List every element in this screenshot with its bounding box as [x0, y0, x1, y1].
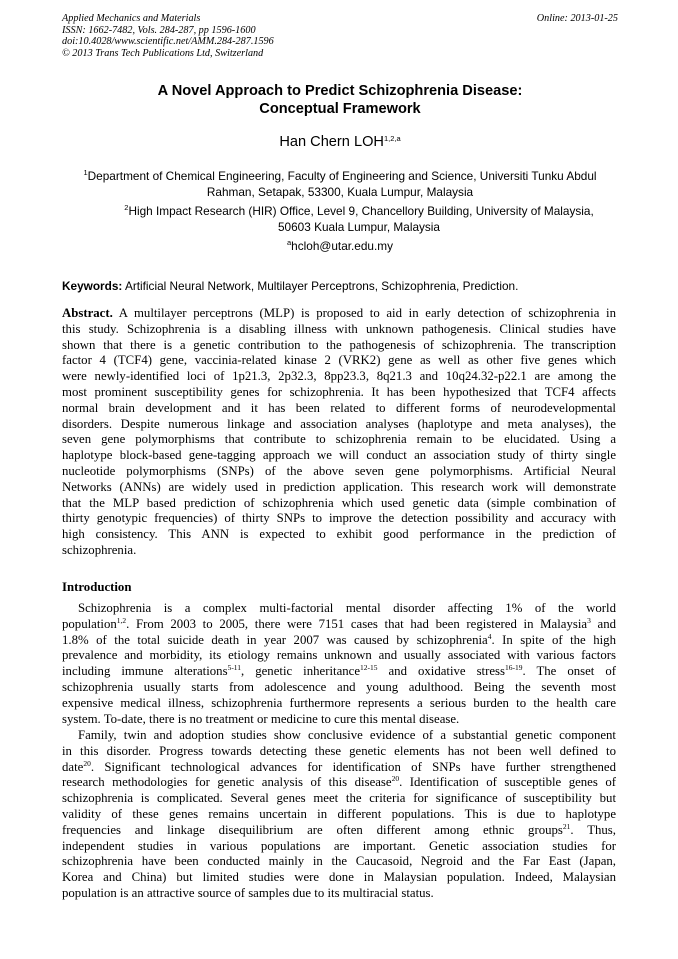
- paragraph-line: population$^{1,2}$. From 2003 to 2005, there were 7151 cases that had been registered in Malaysia$^3$ and: [62, 615, 616, 631]
- abstract-line: nucleotide polymorphisms (SNPs) of the above seven gene polymorphisms. Artificial Neural: [62, 463, 616, 478]
- affiliation-2-line-2: 50603 Kuala Lumpur, Malaysia: [278, 220, 440, 234]
- paragraph-line: 1.8% of the total suicide death in year 2007 was caused by schizophrenia$^4$. In spite of the high: [62, 631, 616, 647]
- abstract-line: seven gene polymorphisms that contribute to schizophrenia remain to be elucidated. Using a: [62, 432, 616, 447]
- keywords-label: Keywords:: [62, 279, 123, 293]
- introduction-paragraph-1: [62, 601, 616, 727]
- abstract-line: Abstract. A multilayer perceptrons (MLP) is proposed to aid in early detection of schizophrenia in: [62, 306, 617, 320]
- affiliation-1-mark: 1: [83, 168, 88, 177]
- keywords-text: Artificial Neural Network, Multilayer Perceptrons, Schizophrenia, Prediction.: [124, 279, 519, 293]
- affiliation-1-line-2: Rahman, Setapak, 53300, Kuala Lumpur, Malaysia: [206, 185, 474, 199]
- author-name: Han Chern LOH: [279, 134, 384, 150]
- citation: 20: [83, 758, 91, 768]
- paragraph-line: research methodologies for genetic analysis of this disease$^{20}$. Identification of susceptible genes of: [62, 774, 616, 790]
- paragraph-line: including immune alterations$^{5-11}$, genetic inheritance$^{12-15}$ and oxidative stress$^{16-19}$. The onset of: [62, 663, 617, 679]
- abstract-line: that the MLP based prediction of schizophrenia which used genetic data (simple combination of: [62, 495, 616, 510]
- abstract-line: Networks (ANNs) are widely used in prediction application. This research work will demonstrate: [62, 479, 616, 494]
- paragraph-line: prevalence and morbidity, its etiology remains unknown and usually associated with various factors: [62, 648, 616, 663]
- title-line-1: A Novel Approach to Predict Schizophrenia Disease:: [157, 83, 523, 99]
- paragraph-line: in this disorder. Progress towards detecting these genetic elements has not been well defined to: [62, 743, 616, 758]
- paragraph-line: frequencies and linkage disequilibrium are often different among ethnic groups$^{21}$. Thus,: [62, 821, 616, 837]
- affiliation-2: [104, 203, 614, 235]
- email-mark: a: [287, 238, 292, 247]
- affiliation-1-line-1: Department of Chemical Engineering, Faculty of Engineering and Science, Universiti Tunku Abdul: [87, 169, 597, 183]
- online-date: Online: 2013-01-25: [536, 13, 618, 24]
- citation: 12-15: [360, 663, 378, 673]
- title-line-2: Conceptual Framework: [259, 101, 421, 117]
- abstract-line: disorders. Despite numerous linkage and association analyses (haplotype and meta analyses), the: [62, 416, 616, 431]
- paragraph-line: independent studies in various populations are important. Genetic association studies for: [62, 838, 616, 853]
- abstract-line: high consistency. This ANN is expected to exhibit good performance in the prediction of: [62, 527, 616, 542]
- journal-name: Applied Mechanics and Materials: [62, 13, 201, 24]
- citation: 4: [487, 631, 492, 641]
- abstract-line: haplotype block-based gene-tagging approach we will conduct an association study of thirty single: [62, 448, 616, 463]
- abstract-line: schizophrenia.: [62, 542, 137, 557]
- paragraph-line: schizophrenia usually starts from adolescence and young adulthood. Being the seventh most: [62, 679, 616, 694]
- abstract-line: shown that there is a genetic contribution to the pathogenesis of schizophrenia. The transcription: [62, 337, 616, 352]
- paragraph-line: Family, twin and adoption studies show conclusive evidence of a substantial genetic component: [78, 728, 616, 742]
- paragraph-line: validity of these genes remains uncertain in different populations. This is due to haplotype: [62, 806, 616, 821]
- paragraph-line: population is an attractive source of samples due to its multiracial status.: [62, 885, 434, 900]
- abstract-label: Abstract.: [62, 306, 113, 320]
- abstract-line: thirty genotypic frequencies) of thirty SNPs to improve the detection possibility and accuracy with: [62, 511, 616, 526]
- citation: 21: [562, 821, 571, 831]
- copyright-line: © 2013 Trans Tech Publications Ltd, Switzerland: [62, 47, 264, 59]
- paragraph-line: schizophrenia is complicated. Several genes meet the criteria for significance of susceptibility but: [62, 791, 616, 806]
- affiliation-1: [62, 168, 618, 200]
- affiliation-2-mark: 2: [124, 203, 129, 212]
- citation: 16-19: [505, 663, 523, 673]
- abstract-line: normal brain development and it has been related to different forms of neurodevelopmental: [62, 400, 616, 415]
- paragraph-line: expensive medical illness, schizophrenia furthermore represents a serious burden to the health care: [62, 695, 616, 710]
- author: [62, 133, 618, 151]
- introduction-heading: Introduction: [62, 580, 132, 594]
- doi-line: doi:10.4028/www.scientific.net/AMM.284-287.1596: [62, 36, 274, 48]
- journal-header: [62, 13, 618, 59]
- citation: 3: [587, 615, 591, 625]
- introduction-paragraph-2: [62, 728, 616, 902]
- author-email: [62, 238, 618, 254]
- affiliation-2-line-1: High Impact Research (HIR) Office, Level 9, Chancellory Building, University of Malaysia,: [128, 204, 594, 218]
- paper-title: [62, 82, 618, 118]
- author-marks: 1,2,a: [383, 134, 401, 143]
- keywords: [62, 278, 618, 294]
- issn-line: ISSN: 1662-7482, Vols. 284-287, pp 1596-1600: [62, 24, 256, 36]
- citation: 20: [391, 774, 400, 784]
- abstract-line: most prominent susceptibility genes for schizophrenia. It has been hypothesized that TCF4 affects: [62, 384, 616, 399]
- abstract: [62, 306, 616, 559]
- abstract-line: were newly-identified loci of 1p21.3, 2p32.3, 8pp23.3, 8q21.3 and 10q24.32-p22.1 are among the: [62, 369, 616, 384]
- email-address: hcloh@utar.edu.my: [291, 239, 393, 253]
- paragraph-line: date$^{20}$. Significant technological advances for identification of SNPs have further strengthened: [62, 758, 616, 774]
- paragraph-line: system. To-date, there is no treatment or medicine to cure this mental disease.: [62, 711, 460, 726]
- paragraph-line: schizophrenia have been conducted mainly in the Caucasoid, Negroid and the Far East (Japan,: [62, 854, 616, 869]
- citation: 5-11: [227, 663, 242, 673]
- abstract-line: this study. Schizophrenia is a disabling illness with unknown pathogenesis. Clinical studies have: [62, 321, 616, 336]
- citation: 1,2: [116, 615, 127, 625]
- paragraph-line: Korea and China) but limited studies were done in Malaysian population. Indeed, Malaysian: [62, 870, 616, 885]
- paragraph-line: Schizophrenia is a complex multi-factorial mental disorder affecting 1% of the world: [78, 601, 616, 615]
- abstract-line: factor 4 (TCF4) gene, vaccinia-related kinase 2 (VRK2) gene as well as other five genes which: [62, 353, 616, 368]
